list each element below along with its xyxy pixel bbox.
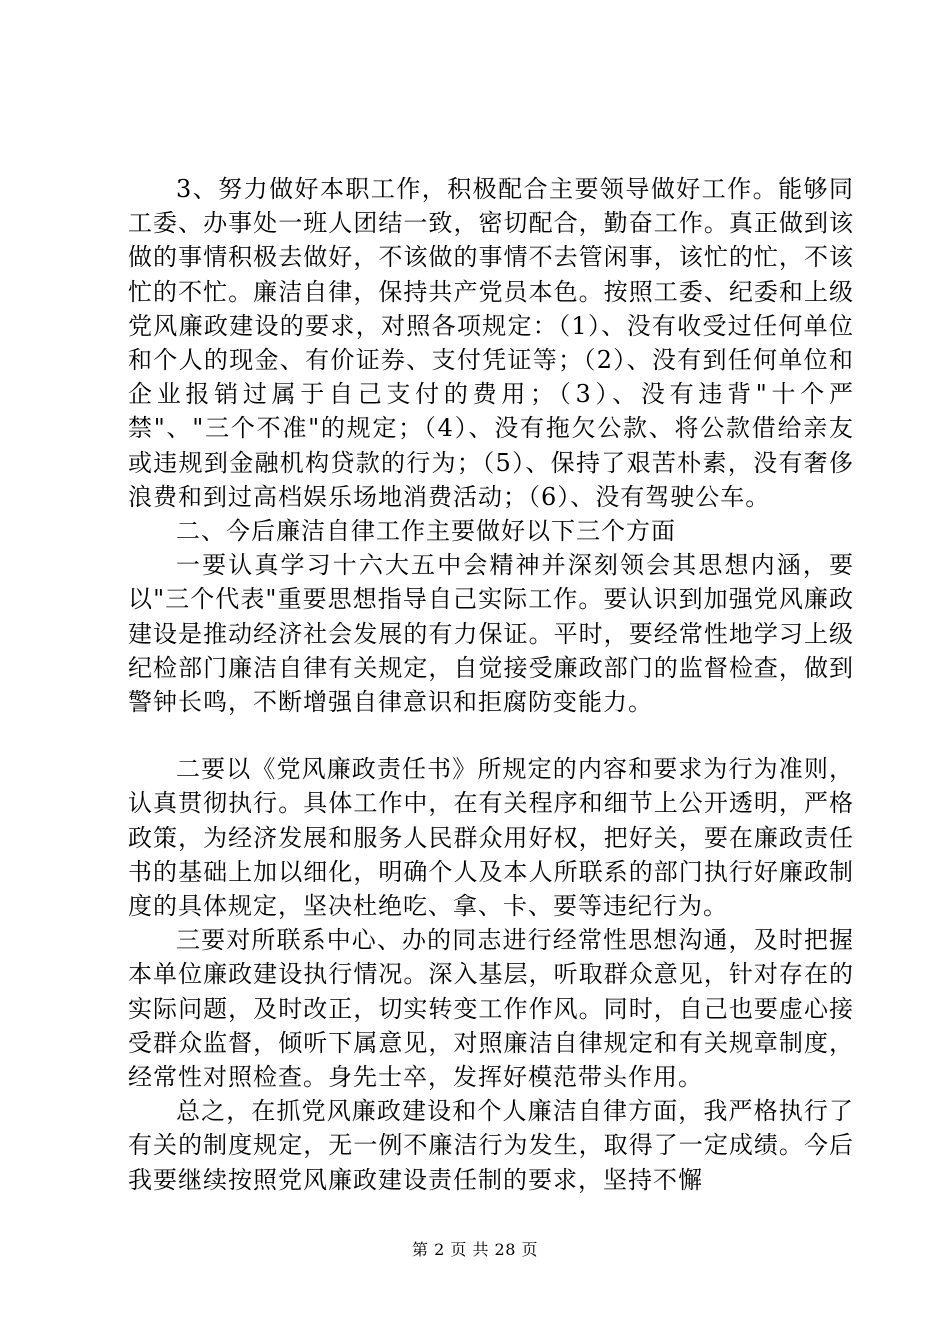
document-body	[128, 172, 854, 1197]
section-heading-future-work: 二、今后廉洁自律工作主要做好以下三个方面	[176, 517, 676, 546]
paragraph-point-two-responsibility: 二要以《党风廉政责任书》所规定的内容和要求为行为准则，认真贯彻执行。具体工作中，在有关程序和细节上公开透明，严格政策，为经济发展和服务人民群众用好权，把好关，要在廉政责任书的基础上加以细化，明确个人及本人所联系的部门执行好廉政制度的具体规定，坚决杜绝吃、拿、卡、要等违纪行为。	[128, 755, 854, 921]
paragraph-point-one-study: 一要认真学习十六大五中会精神并深刻领会其思想内涵，要以"三个代表"重要思想指导自己实际工作。要认识到加强党风廉政建设是推动经济社会发展的有力保证。平时，要经常性地学习上级纪检部门廉洁自律有关规定，自觉接受廉政部门的监督检查，做到警钟长鸣，不断增强自律意识和拒腐防变能力。	[128, 551, 854, 717]
paragraph-self-discipline-record: 3、努力做好本职工作，积极配合主要领导做好工作。能够同工委、办事处一班人团结一致，密切配合，勤奋工作。真正做到该做的事情积极去做好，不该做的事情不去管闲事，该忙的忙，不该忙的不忙。廉洁自律，保持共产党员本色。按照工委、纪委和上级党风廉政建设的要求，对照各项规定：（1）、没有收受过任何单位和个人的现金、有价证券、支付凭证等；（2）、没有到任何单位和企业报销过属于自己支付的费用；（3）、没有违背"十个严禁"、"三个不准"的规定；（4）、没有拖欠公款、将公款借给亲友或违规到金融机构贷款的行为；（5）、保持了艰苦朴素，没有奢侈浪费和到过高档娱乐场地消费活动；（6）、没有驾驶公车。	[128, 175, 854, 511]
paragraph-point-three-communication: 三要对所联系中心、办的同志进行经常性思想沟通，及时把握本单位廉政建设执行情况。深入基层，听取群众意见，针对存在的实际问题，及时改正，切实转变工作作风。同时，自己也要虚心接受群众监督，倾听下属意见，对照廉洁自律规定和有关规章制度，经常性对照检查。身先士卒，发挥好模范带头作用。	[128, 926, 854, 1092]
page-number-footer: 第 2 页 共 28 页	[412, 1240, 538, 1259]
paragraph-conclusion: 总之，在抓党风廉政建设和个人廉洁自律方面，我严格执行了有关的制度规定，无一例不廉洁行为发生，取得了一定成绩。今后我要继续按照党风廉政建设责任制的要求，坚持不懈	[128, 1097, 854, 1194]
